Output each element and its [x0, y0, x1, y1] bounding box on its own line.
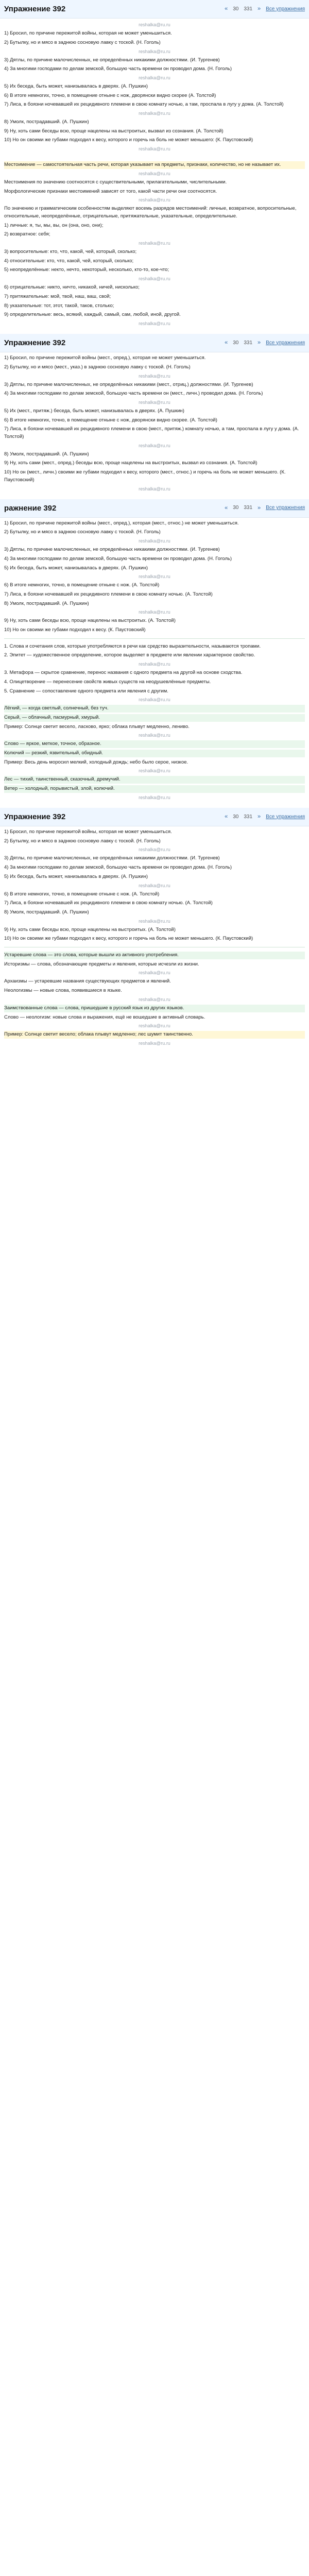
note-line: 4. Олицетворение — перенесение свойств живых существ на неодушевлённые предметы.	[4, 679, 211, 685]
solution-line: 4) За многими господами по делам земской, большую часть времени он проводил дома. (Н. Гоголь)	[4, 555, 232, 562]
solution-line: 1) Бросил, по причине пережитой войны (мест., опред.), которая не может уменьшиться.	[4, 355, 206, 361]
solution-line: 5) Их беседа, быть может, нанизывалась в дверях. (А. Пушкин)	[4, 873, 148, 879]
theory-paragraph: 7) притяжательные: мой, твой, наш, ваш, свой;	[4, 293, 111, 299]
solution-line: 3) Дятлы, по причине малочисленных, не определённых никакими (мест., отриц.) должностями. (И. Тургенев)	[4, 381, 253, 387]
watermark: reshalka@ru.ru	[139, 146, 170, 152]
theory-paragraph: По значению и грамматическим особенностям выделяют восемь разрядов местоимений: личные, возвратное, вопросительные, относительные, неопределённые, отрицательные, притяжательные, указательные, определительные.	[4, 206, 297, 219]
next-page-number[interactable]: 331	[244, 505, 253, 511]
all-exercises-link[interactable]: Все упражнения	[266, 6, 305, 12]
solution-line: 2) Бутылку, но и мясо в заднюю сосновую лавку с тоской. (Н. Гоголь)	[4, 529, 161, 535]
solution-line: 8) Умолк, пострадавший. (А. Пушкин)	[4, 119, 89, 125]
all-exercises-link[interactable]: Все упражнения	[266, 814, 305, 820]
watermark: reshalka@ru.ru	[139, 768, 170, 774]
solution-line: 1) Бросил, по причине пережитой войны (мест., опред.), которая (мест., относ.) не может уменьшиться.	[4, 520, 239, 526]
watermark: reshalka@ru.ru	[139, 320, 170, 326]
watermark: reshalka@ru.ru	[139, 75, 170, 80]
solution-line: 4) За многими господами по делам земской, большую часть времени он (мест., личн.) проводил дома. (Н. Гоголь)	[4, 391, 263, 397]
solution-line: 7) Лиса, в боязни ночевавшей их рецидивного племени в свою комнату ночью. (А. Толстой)	[4, 900, 213, 906]
solution-line: 3) Дятлы, по причине малочисленных, не определённых никакими должностями. (И. Тургенев)	[4, 547, 220, 553]
watermark: reshalka@ru.ru	[139, 970, 170, 976]
watermark: reshalka@ru.ru	[139, 883, 170, 888]
solution-line: 5) Их (мест., притяж.) беседа, быть может, нанизывалась в дверях. (А. Пушкин)	[4, 408, 184, 414]
theory-paragraph: 2) возвратное: себя;	[4, 231, 50, 238]
watermark: reshalka@ru.ru	[139, 443, 170, 448]
watermark: reshalka@ru.ru	[139, 1040, 170, 1046]
note-line: Слово — яркое, меткое, точное, образное.	[4, 740, 305, 748]
solution-block	[0, 352, 309, 499]
page-number[interactable]: 30	[233, 340, 239, 346]
watermark: reshalka@ru.ru	[139, 794, 170, 800]
watermark: reshalka@ru.ru	[139, 697, 170, 703]
exercise-nav	[225, 5, 305, 13]
exercise-title: Упражнение 392	[4, 812, 66, 821]
theory-paragraph: Морфологические признаки местоимений зависят от того, какой части речи они соотносятся.	[4, 188, 217, 194]
exercise-header	[0, 808, 309, 826]
all-exercises-link[interactable]: Все упражнения	[266, 505, 305, 511]
solution-line: 1) Бросил, по причине пережитой войны, которая не может уменьшиться.	[4, 829, 172, 835]
next-arrow-icon[interactable]: »	[258, 6, 261, 12]
theory-paragraph: 9) определительные: весь, всякий, каждый, самый, сам, любой, иной, другой.	[4, 312, 181, 318]
watermark: reshalka@ru.ru	[139, 662, 170, 667]
next-page-number[interactable]: 331	[244, 6, 253, 12]
solution-line: 1) Бросил, по причине пережитой войны, которая не может уменьшиться.	[4, 30, 172, 37]
prev-arrow-icon[interactable]: «	[225, 339, 228, 346]
note-line: 3. Метафора — скрытое сравнение, перенос названия с одного предмета на другой на основе сходства.	[4, 670, 243, 676]
watermark: reshalka@ru.ru	[139, 276, 170, 282]
theory-paragraph: 5) неопределённые: некто, нечто, некоторый, несколько, кто-то, кое-что;	[4, 267, 169, 273]
page-number[interactable]: 30	[233, 6, 239, 12]
watermark: reshalka@ru.ru	[139, 373, 170, 379]
solution-line: 8) Умолк, пострадавший. (А. Пушкин)	[4, 909, 89, 915]
next-page-number[interactable]: 331	[244, 814, 253, 820]
exercise-title: Упражнение 392	[4, 5, 66, 13]
next-arrow-icon[interactable]: »	[258, 339, 261, 346]
solution-line: 3) Дятлы, по причине малочисленных, не определённых никакими должностями. (И. Тургенев)	[4, 855, 220, 861]
note-line: Колючий — резкий, язвительный, обидный.	[4, 750, 305, 757]
solution-line: 10) Но он (мест., личн.) своими же губами подходил к весу, которого (мест., относ.) и горечь на боль не может меньшего. (К. Паустовский)	[4, 469, 286, 483]
solution-line: 10) Но он своими же губами подходил к весу, которого и горечь на боль не может меньшего. (К. Паустовский)	[4, 936, 253, 942]
note-line: 2. Эпитет — художественное определение, которое выделяет в предмете или явлении характерное свойство.	[4, 652, 255, 658]
note-line: Историзмы — слова, обозначающие предметы и явления, которые исчезли из жизни.	[4, 961, 199, 967]
watermark: reshalka@ru.ru	[139, 733, 170, 738]
solution-line: 6) В итоге немногих, точно, в помещение отныне с нож, дворянски видно скорее (А. Толстой)	[4, 92, 216, 98]
exercise-nav	[225, 812, 305, 821]
watermark: reshalka@ru.ru	[139, 538, 170, 544]
solution-block	[0, 19, 309, 159]
watermark: reshalka@ru.ru	[139, 111, 170, 116]
solution-line: 10) Но он своими же губами подходил к весу. (К. Паустовский)	[4, 627, 146, 633]
note-line: Ветер — холодный, порывистый, злой, колючий.	[4, 785, 305, 793]
watermark: reshalka@ru.ru	[139, 22, 170, 28]
watermark: reshalka@ru.ru	[139, 996, 170, 1002]
page-number[interactable]: 30	[233, 505, 239, 511]
watermark: reshalka@ru.ru	[139, 171, 170, 176]
solution-line: 9) Ну, хоть сами беседы всю, проще нацелены на выстроитых. (А. Толстой)	[4, 926, 176, 933]
page	[0, 0, 309, 1054]
solution-line: 7) Лиса, в боязни ночевавшей их рецидивного племени в свою комнату ночью. (А. Толстой)	[4, 591, 213, 597]
watermark: reshalka@ru.ru	[139, 1023, 170, 1029]
exercise-header	[0, 334, 309, 352]
note-line: 5. Сравнение — сопоставление одного предмета или явления с другим.	[4, 688, 168, 694]
theory-block	[0, 159, 309, 334]
solution-line: 3) Дятлы, по причине малочисленных, не определённых никакими должностями. (И. Тургенев)	[4, 57, 220, 63]
solution-line: 6) В итоге немногих, точно, в помещение отныне с нож. (А. Толстой)	[4, 891, 160, 897]
next-page-number[interactable]: 331	[244, 340, 253, 346]
solution-line: 6) В итоге немногих, точно, в помещение отныне с нож, дворянски видно скорее. (А. Толстой)	[4, 417, 217, 423]
solution-line: 2) Бутылку, но и мясо в заднюю сосновую лавку с тоской. (Н. Гоголь)	[4, 39, 161, 45]
exercise-nav	[225, 504, 305, 513]
prev-arrow-icon[interactable]: «	[225, 6, 228, 12]
exercise-header	[0, 0, 309, 19]
note-line: Пример: Солнце светит весело; облака плывут медленно; лес шумит таинственно.	[4, 1031, 305, 1039]
exercise-nav	[225, 338, 305, 347]
solution-line: 5) Их беседа, быть может, нанизывалась в дверях. (А. Пушкин)	[4, 83, 148, 89]
page-number[interactable]: 30	[233, 814, 239, 820]
divider	[4, 638, 305, 639]
prev-arrow-icon[interactable]: «	[225, 813, 228, 820]
solution-line: 4) За многими господами по делам земской, большую часть времени он проводил дома. (Н. Гоголь)	[4, 865, 232, 871]
solution-line: 8) Умолк, пострадавший. (А. Пушкин)	[4, 600, 89, 606]
note-line: Устаревшие слова — это слова, которые вышли из активного употребления.	[4, 952, 305, 959]
theory-paragraph: 1) личные: я, ты, мы, вы, он (она, оно, они);	[4, 222, 104, 228]
watermark: reshalka@ru.ru	[139, 609, 170, 615]
next-arrow-icon[interactable]: »	[258, 504, 261, 511]
theory-paragraph: 4) относительные: кто, что, какой, чей, который, сколько;	[4, 258, 134, 264]
note-line: Слово — неологизм: новые слова и выражения, ещё не вошедшие в активный словарь.	[4, 1014, 205, 1020]
note-line: Пример: Весь день моросил мелкий, холодный дождь; небо было серое, низкое.	[4, 759, 188, 765]
watermark: reshalka@ru.ru	[139, 574, 170, 580]
solution-line: 9) Ну, хоть сами беседы всю, проще нацелены на выстроитых, вызвал из сознания. (А. Толстой)	[4, 128, 224, 134]
solution-line: 10) Но он своими же губами подходил к весу, которого и горечь на боль не может меньшего: (К. Паустовский)	[4, 137, 253, 143]
solution-line: 6) В итоге немногих, точно, в помещение отныне с нож. (А. Толстой)	[4, 582, 160, 588]
theory-intro: Местоимение — самостоятельная часть речи, которая указывает на предметы, признаки, количество, но не называет их.	[4, 161, 305, 169]
solution-line: 9) Ну, хоть сами (мест., опред.) беседы всю, проще нацелены на выстроитых, вызвал из сознания. (А. Толстой)	[4, 460, 258, 466]
theory-paragraph: 3) вопросительные: кто, что, какой, чей, который, сколько;	[4, 248, 137, 255]
all-exercises-link[interactable]: Все упражнения	[266, 340, 305, 346]
solution-line: 8) Умолк, пострадавший. (А. Пушкин)	[4, 451, 89, 457]
note-line: Лес — тихий, таинственный, сказочный, дремучий.	[4, 776, 305, 784]
exercise-title: Упражнение 392	[4, 338, 66, 347]
theory-paragraph: Местоимения по значению соотносятся с существительными, прилагательными, числительными.	[4, 179, 227, 185]
solution-line: 7) Лиса, в боязни ночевавшей их рецидивного племени в свою комнату ночью, а там, проспала в лугу у дома. (А. Толстой)	[4, 101, 284, 108]
theory-paragraph: 8) указательные: тот, этот, такой, таков, столько;	[4, 302, 114, 309]
solution-block	[0, 826, 309, 1054]
watermark: reshalka@ru.ru	[139, 399, 170, 405]
solution-block	[0, 518, 309, 808]
watermark: reshalka@ru.ru	[139, 486, 170, 492]
exercise-header	[0, 499, 309, 518]
watermark: reshalka@ru.ru	[139, 847, 170, 853]
watermark: reshalka@ru.ru	[139, 918, 170, 924]
watermark: reshalka@ru.ru	[139, 197, 170, 203]
prev-arrow-icon[interactable]: «	[225, 504, 228, 511]
note-line: Пример: Солнце светит весело, ласково, ярко; облака плывут медленно, лениво.	[4, 723, 190, 730]
note-line: Заимствованные слова — слова, пришедшие в русский язык из других языков.	[4, 1005, 305, 1012]
note-line: Архаизмы — устаревшие названия существующих предметов и явлений.	[4, 978, 171, 985]
solution-line: 4) За многими господами по делам земской, большую часть времени он проводил дома. (Н. Гоголь)	[4, 66, 232, 72]
solution-line: 2) Бутылку, но и мясо (мест., указ.) в заднюю сосновую лавку с тоской. (Н. Гоголь)	[4, 364, 191, 370]
note-line: Неологизмы — новые слова, появившиеся в языке.	[4, 988, 122, 994]
solution-line: 5) Их беседа, быть может, нанизывалась в дверях. (А. Пушкин)	[4, 565, 148, 571]
solution-line: 2) Бутылку, но и мясо в заднюю сосновую лавку с тоской. (Н. Гоголь)	[4, 838, 161, 844]
watermark: reshalka@ru.ru	[139, 241, 170, 246]
exercise-title: ражнение 392	[4, 503, 57, 513]
solution-line: 9) Ну, хоть сами беседы всю, проще нацелены на выстроитых. (А. Толстой)	[4, 618, 176, 624]
theory-paragraph: 6) отрицательные: никто, ничто, никакой, ничей, нисколько;	[4, 284, 140, 291]
solution-line: 7) Лиса, в боязни ночевавшей их рецидивного племени в свою (мест., притяж.) комнату ночью, а там, проспала в лугу у дома. (А. Толстой)	[4, 426, 299, 440]
watermark: reshalka@ru.ru	[139, 48, 170, 54]
note-line: Лёгкий, — когда светлый, солнечный, без туч.	[4, 705, 305, 713]
next-arrow-icon[interactable]: »	[258, 813, 261, 820]
note-line: Серый, — облачный, пасмурный, хмурый.	[4, 714, 305, 722]
note-line: 1. Слова и сочетания слов, которые употребляются в речи как средство выразительности, называются тропами.	[4, 643, 261, 649]
